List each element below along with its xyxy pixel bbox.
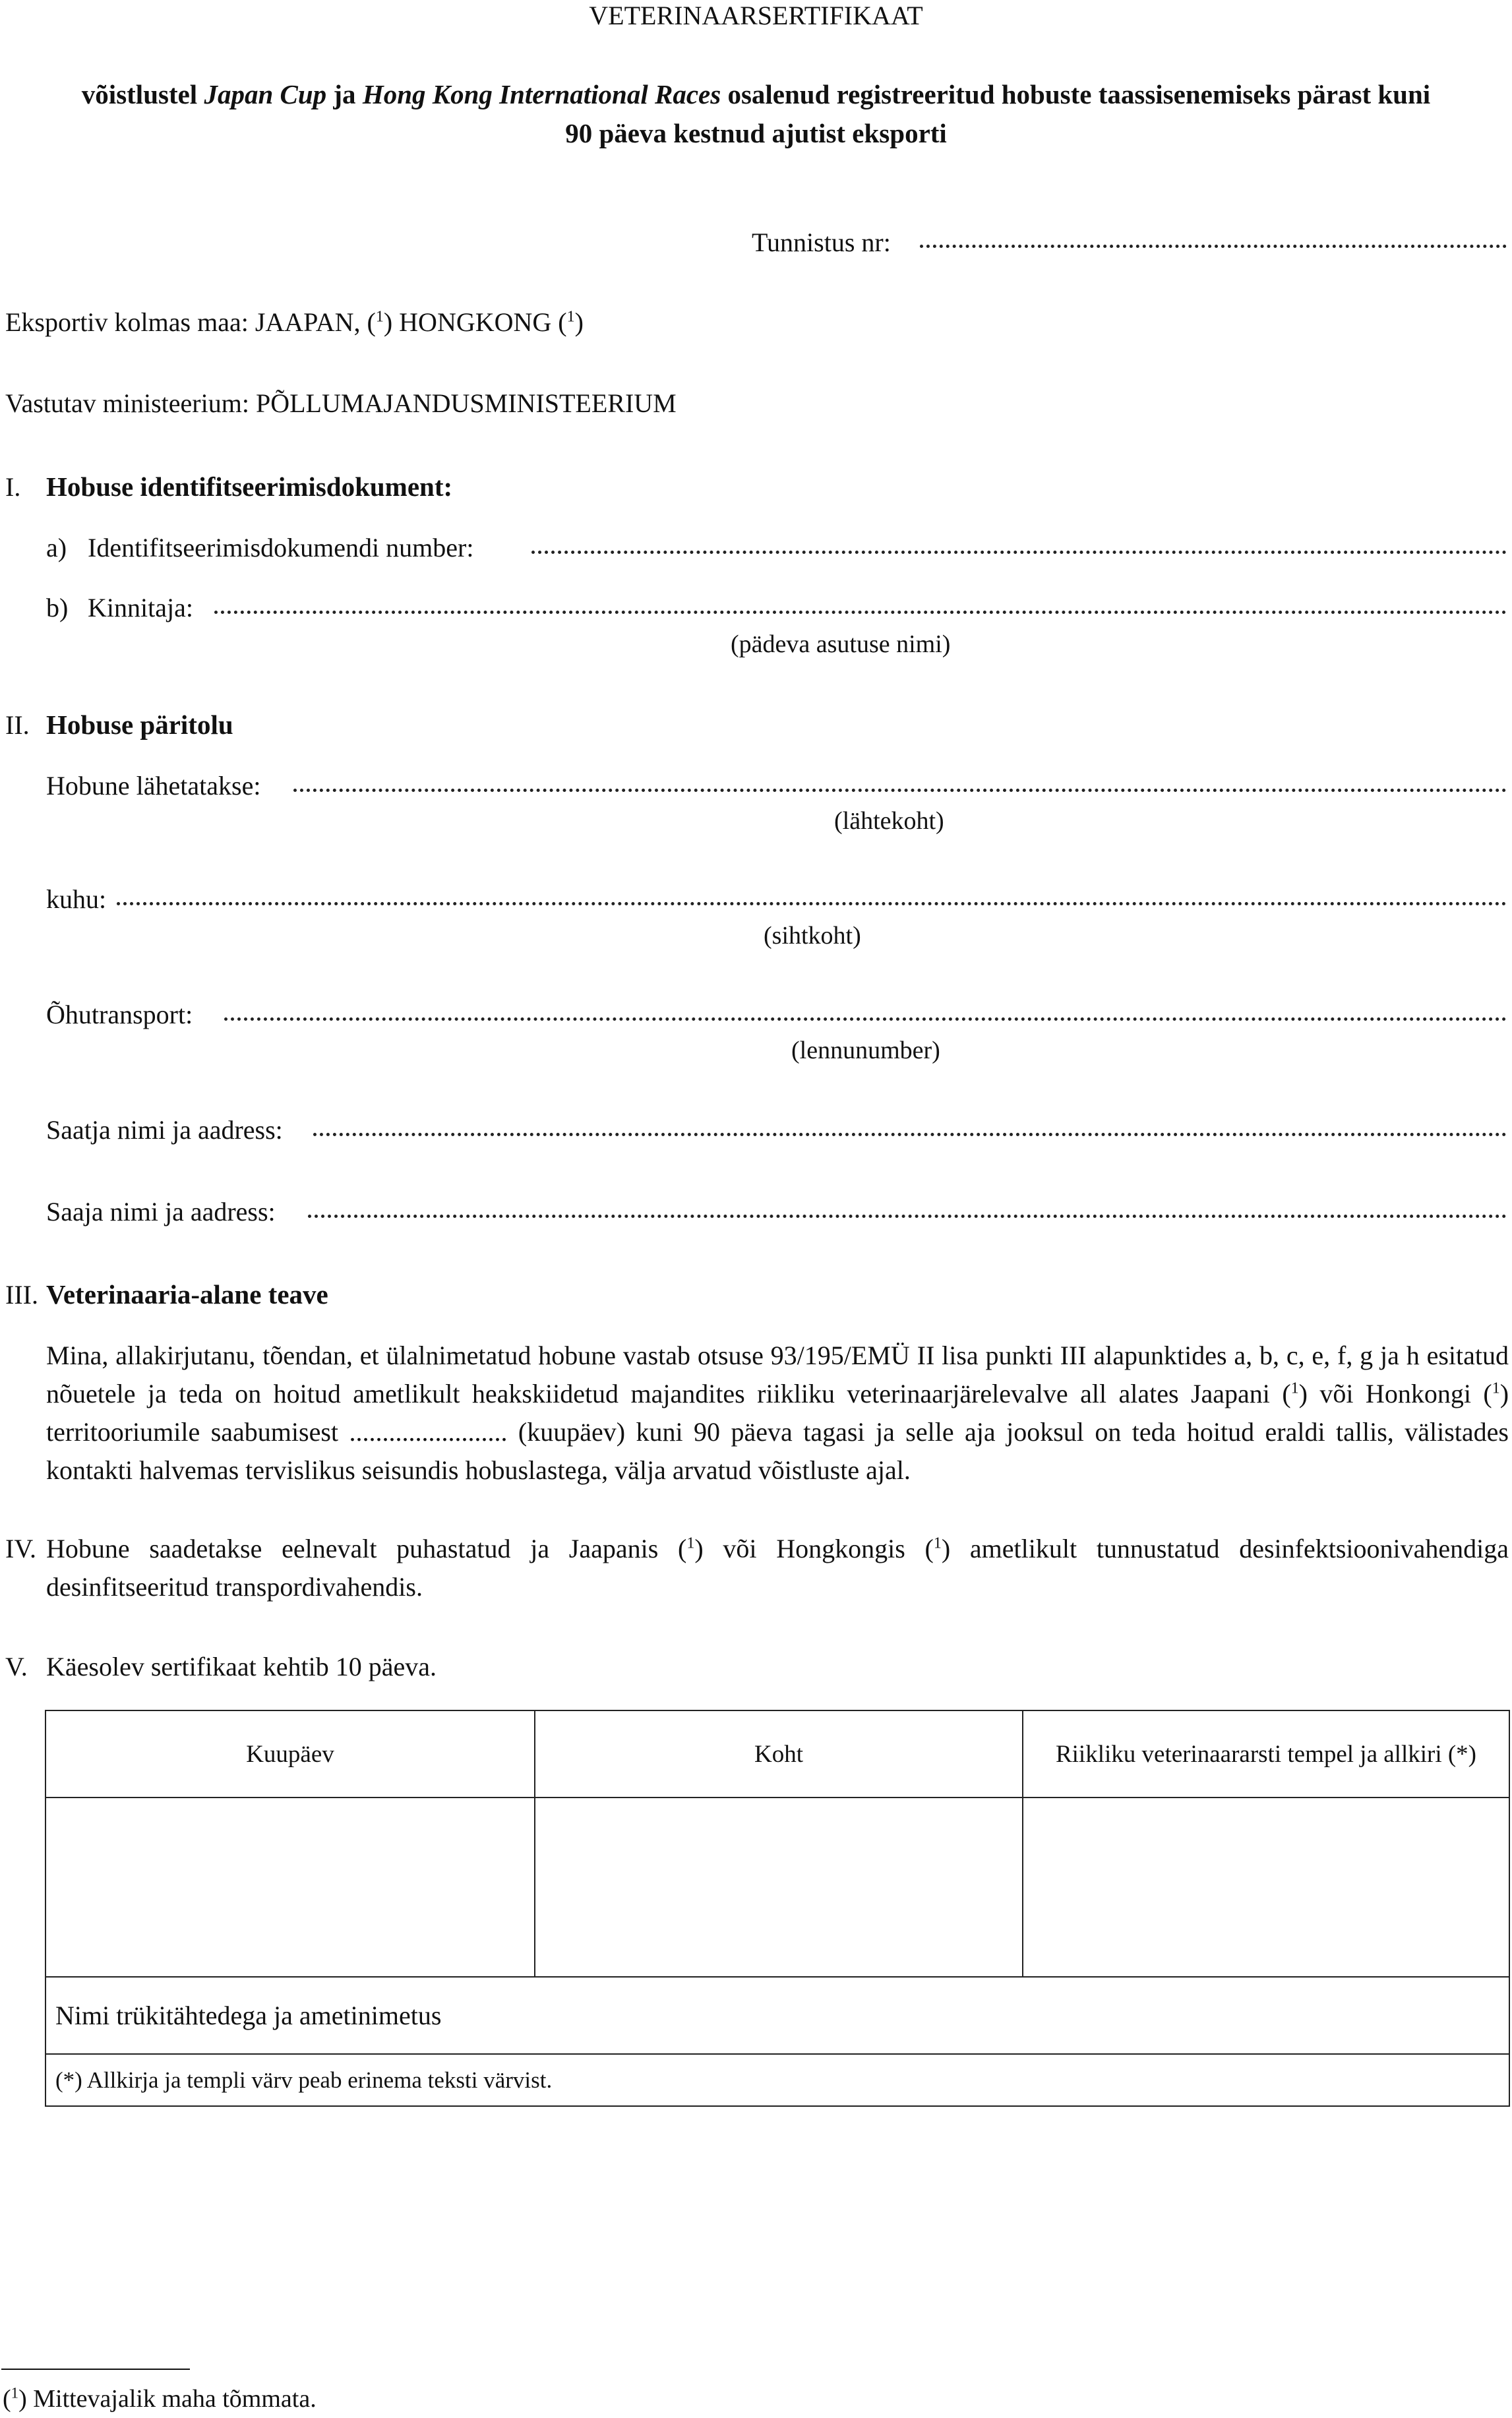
footnote-mark: 1 xyxy=(11,2384,19,2402)
footnote-ref: 1 xyxy=(933,1534,942,1552)
exporting-country-label: Eksportiv kolmas maa: JAAPAN, xyxy=(5,307,361,337)
air-transport-field[interactable] xyxy=(224,1017,1507,1021)
transport-statement: Hobune saadetakse eelnevalt puhastatud ja Jaapanis ($^1$) või Hongkongis ($^1$) ametlikult tunnustatud desinfektsioonivahendiga desinfitseeritud transpordivahendis. xyxy=(46,1534,1509,1602)
signature-table xyxy=(45,1710,1510,2107)
section-1a-text: Identifitseerimisdokumendi number: xyxy=(88,533,474,562)
footnote-text: Mittevajalik maha tõmmata. xyxy=(26,2385,317,2413)
dispatch-caption: (lähtekoht) xyxy=(834,807,944,835)
subtitle-prefix: võistlustel xyxy=(81,79,204,109)
veterinary-statement: Mina, allakirjutanu, tõendan, et ülalnimetatud hobune vastab otsuse 93/195/EMÜ II lisa punkti III alapunktides a, b, c, e, f, g ja h esitatud nõuetele ja teda on hoitud ametlikult heakskiidetud majandites riikliku veterinaarjärelevalve all alates Jaapani ($^1$) või Honkongi ($^1$) territooriumile saabumisest ........................ (kuupäev) kuni 90 päeva tagasi ja selle aja jooksul on teda hoitud eraldi tallis, välistades kontakti halvemas tervislikus seisundis hobuslastega, välja arvatud võistluste ajal. xyxy=(46,1341,1509,1485)
destination-caption: (sihtkoht) xyxy=(764,922,861,950)
footnote-divider xyxy=(1,2369,190,2370)
certificate-no-label: Tunnistus nr: xyxy=(752,227,891,257)
validated-by-caption: (pädeva asutuse nimi) xyxy=(731,630,951,658)
section-3-title: Veterinaaria-alane teave xyxy=(46,1279,328,1310)
destination-label: kuhu: xyxy=(46,884,107,914)
stamp-signature-cell[interactable] xyxy=(1023,1798,1509,1977)
stamp-signature-header: Riikliku veterinaararsti tempel ja allkiri (*) xyxy=(1023,1710,1509,1798)
subtitle-suffix: osalenud registreeritud hobuste taassisenemiseks pärast kuni xyxy=(721,79,1431,109)
certificate-no-field[interactable] xyxy=(920,245,1507,248)
section-4-number: IV. xyxy=(5,1534,37,1563)
section-1-title: Hobuse identifitseerimisdokument: xyxy=(46,471,453,502)
section-2-number: II. xyxy=(5,710,30,740)
sender-label: Saatja nimi ja aadress: xyxy=(46,1115,283,1145)
dispatch-field[interactable] xyxy=(293,789,1507,792)
destination-field[interactable] xyxy=(117,902,1507,905)
certificate-title: VETERINAARSERTIFIKAAT xyxy=(589,1,923,30)
certificate-subtitle-line2: 90 päeva kestnud ajutist eksporti xyxy=(565,118,947,148)
section-3-number: III. xyxy=(5,1280,38,1310)
ministry: Vastutav ministeerium: PÕLLUMAJANDUSMINISTEERIUM xyxy=(5,388,677,418)
place-header: Koht xyxy=(535,1710,1023,1798)
footnote-ref: 1 xyxy=(566,308,575,326)
section-1-number: I. xyxy=(5,472,21,502)
air-transport-label: Õhutransport: xyxy=(46,1000,193,1029)
section-2-title: Hobuse päritolu xyxy=(46,710,233,740)
section-1b-label: b) xyxy=(46,593,69,622)
place-cell[interactable] xyxy=(535,1798,1023,1977)
section-1a-label: a) xyxy=(46,533,67,562)
footnote-ref: 1 xyxy=(1290,1379,1299,1397)
subtitle-mid: ja xyxy=(326,79,363,109)
footnote-ref: 1 xyxy=(1492,1379,1500,1397)
certificate-subtitle xyxy=(0,78,1512,111)
exporting-country-hk: HONGKONG xyxy=(392,307,552,337)
sender-field[interactable] xyxy=(313,1133,1507,1136)
footnote-ref: 1 xyxy=(375,308,384,326)
footnote-ref: 1 xyxy=(686,1534,695,1552)
footnote: ($^1$) Mittevajalik maha tõmmata. xyxy=(3,2384,317,2413)
date-header: Kuupäev xyxy=(45,1710,535,1798)
id-document-number-field[interactable] xyxy=(531,551,1507,554)
air-transport-caption: (lennunumber) xyxy=(791,1037,940,1064)
exporting-country: Eksportiv kolmas maa: JAAPAN, ($^1$) HONGKONG ($^1$) xyxy=(5,307,584,337)
receiver-label: Saaja nimi ja aadress: xyxy=(46,1197,276,1226)
validity-statement: Käesolev sertifikaat kehtib 10 päeva. xyxy=(46,1652,437,1681)
section-1b-text: Kinnitaja: xyxy=(88,593,193,622)
subtitle-event-2: Hong Kong International Races xyxy=(362,79,721,109)
receiver-field[interactable] xyxy=(308,1215,1507,1218)
signature-color-note: (*) Allkirja ja templi värv peab erinema teksti värvist. xyxy=(45,2054,1509,2106)
printed-name-cell[interactable]: Nimi trükitähtedega ja ametinimetus xyxy=(45,1977,1509,2054)
section-5-number: V. xyxy=(5,1652,28,1681)
dispatch-label: Hobune lähetatakse: xyxy=(46,771,261,801)
validated-by-field[interactable] xyxy=(214,611,1507,614)
subtitle-event-1: Japan Cup xyxy=(204,79,327,109)
date-cell[interactable] xyxy=(45,1798,535,1977)
